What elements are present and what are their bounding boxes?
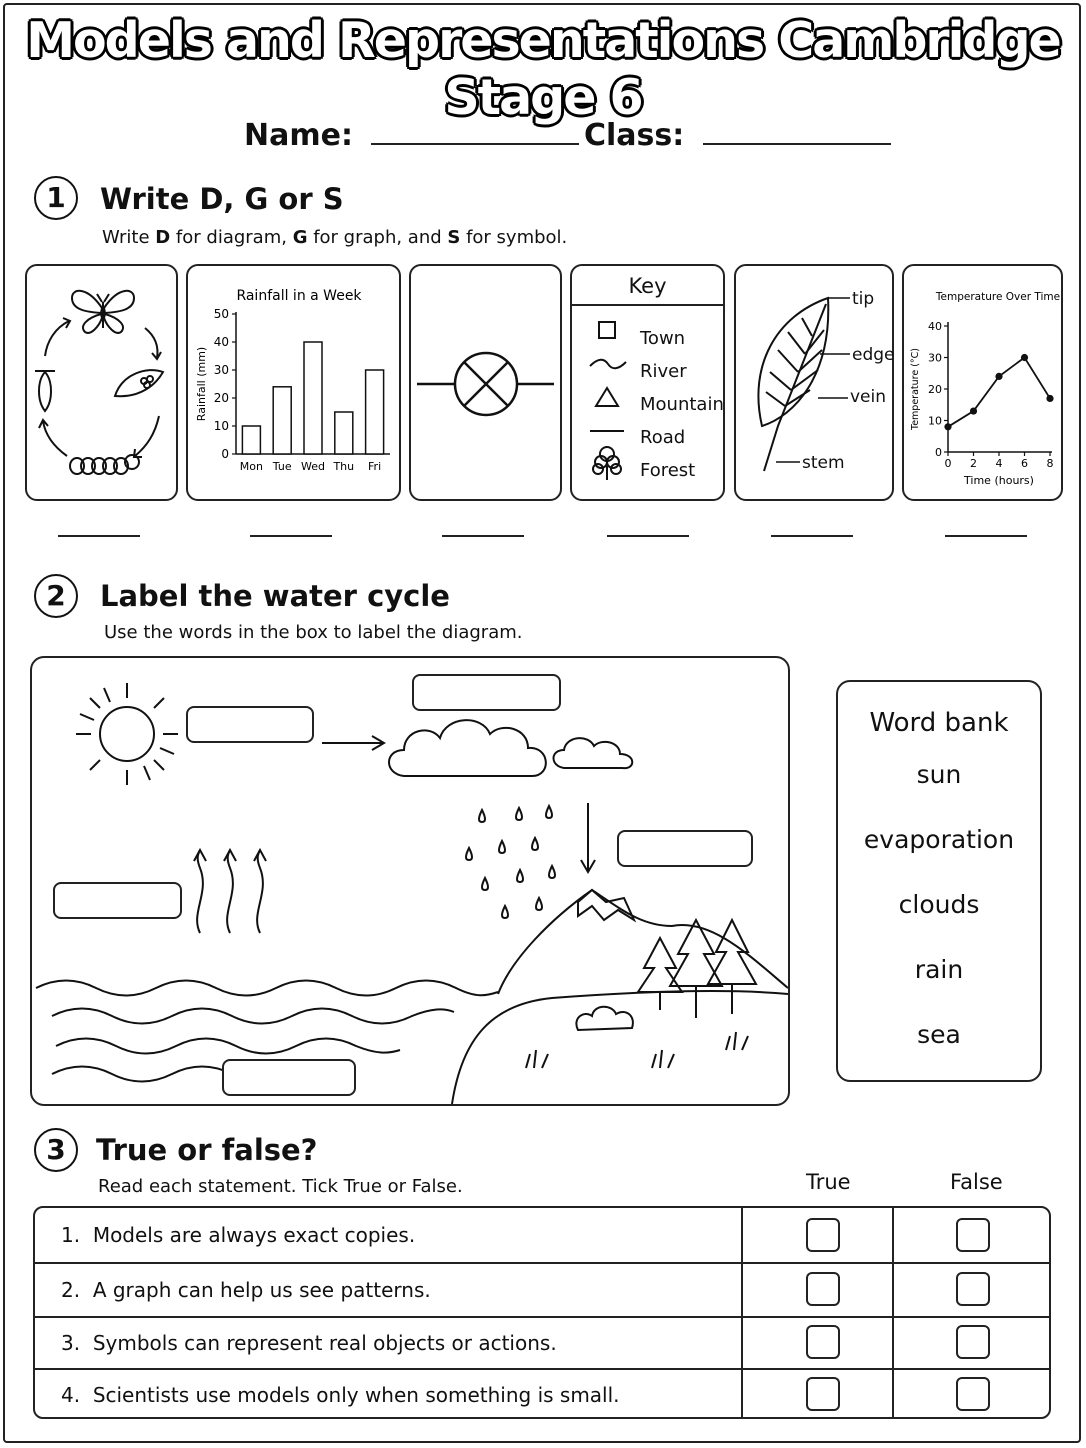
y-tick-label: 10 [928,414,942,428]
answer-line-4[interactable] [607,534,689,537]
wave-icon [590,360,626,369]
answer-line-1[interactable] [58,534,140,537]
true-checkbox-2[interactable] [806,1272,840,1306]
land-icon [452,991,788,1104]
false-checkbox-3[interactable] [956,1325,990,1359]
true-checkbox-3[interactable] [806,1325,840,1359]
y-axis-label: Temperature (°C) [910,348,921,430]
answer-line-5[interactable] [771,534,853,537]
card-line-graph [902,264,1063,501]
section-1-instruction: Write D for diagram, G for graph, and S for symbol. [102,227,568,248]
x-tick-label: Mon [239,460,264,473]
key-label-road: Road [640,427,686,448]
key-label-river: River [640,361,687,382]
bush-icon [576,1007,633,1030]
bar [273,387,291,454]
arrow-down-icon [581,803,595,872]
page-title: Models and Representations Cambridge Stage 6 [26,12,1060,126]
word-bank-word: rain [914,955,964,984]
key-label-forest: Forest [640,460,696,481]
false-column-header: False [950,1170,1003,1194]
lamp-symbol-icon [411,266,560,499]
x-axis-label: Time (hours) [964,474,1034,487]
arrow-right-icon [322,736,384,750]
class-row [584,118,891,153]
y-tick-label: 30 [213,363,229,377]
small-cloud-icon [554,738,633,768]
answer-line-6[interactable] [945,534,1027,537]
leaf-label-tip: tip [852,289,875,309]
bar-chart [188,266,399,499]
leaf-label-vein: vein [850,387,887,407]
cycle-arrows-icon [39,318,161,457]
x-tick-label: 0 [944,457,952,470]
key-title: Key [628,274,667,298]
bar [335,412,353,454]
data-point [995,373,1002,380]
rain-drops-icon [466,806,555,918]
name-field[interactable] [371,142,579,145]
statement-1: 1. Models are always exact copies. [61,1223,416,1247]
bar [242,426,260,454]
y-tick-label: 0 [935,446,942,459]
chrysalis-icon [35,371,55,411]
sun-icon [76,683,178,785]
data-point [1021,354,1028,361]
data-point [944,423,951,430]
section-3-number: 3 [34,1128,78,1172]
section-2-instruction: Use the words in the box to label the diagram. [104,622,523,643]
key-label-mountain: Mountain [640,394,724,415]
y-tick-label: 50 [213,307,229,321]
y-axis-label: Rainfall (mm) [195,346,208,422]
chart-title: Rainfall in a Week [236,288,362,304]
water-cycle-diagram [30,656,790,1106]
x-tick-label: Wed [301,460,325,473]
answer-line-3[interactable] [442,534,524,537]
x-tick-label: 8 [1046,457,1054,470]
tree-icon [593,447,621,480]
y-tick-label: 0 [221,447,229,461]
answer-line-2[interactable] [250,534,332,537]
butterfly-icon [72,291,134,333]
evaporation-arrows-icon [194,850,266,933]
y-tick-label: 20 [213,391,229,405]
line-chart [904,266,1061,499]
name-label: Name: [244,118,353,153]
y-tick-label: 30 [928,351,942,365]
key-label-town: Town [640,328,686,349]
leaf-label-stem: stem [802,453,845,473]
cloud-icon [389,720,546,776]
card-bar-graph [186,264,401,501]
word-bank-word: evaporation [863,825,1015,854]
label-box-sun[interactable] [186,706,314,743]
section-3-heading: True or false? [96,1133,318,1167]
bar [304,342,322,454]
word-bank-word: clouds [898,890,980,919]
x-tick-label: 4 [995,457,1003,470]
true-false-table [33,1206,1051,1419]
x-tick-label: 6 [1021,457,1028,470]
x-tick-label: Fri [368,460,382,473]
caterpillar-icon [70,455,139,474]
key-labels [640,322,724,487]
word-bank-word: sun [916,760,962,789]
label-box-evaporation[interactable] [53,882,182,919]
word-bank-title: Word bank [869,708,1009,738]
pine-trees-icon [638,920,756,1018]
leaf-eggs-icon [115,370,163,396]
statement-2: 2. A graph can help us see patterns. [61,1278,431,1302]
statement-4: 4. Scientists use models only when something is small. [61,1383,620,1407]
label-box-rain[interactable] [617,830,753,867]
snow-cap-icon [578,890,634,920]
section-1-heading: Write D, G or S [100,182,344,216]
data-point [1046,395,1053,402]
section-1-number: 1 [34,176,78,220]
y-tick-label: 40 [928,320,942,333]
x-tick-label: Tue [272,460,292,473]
card-life-cycle [25,264,178,501]
class-label: Class: [584,118,685,153]
x-tick-label: 2 [970,457,977,470]
card-map-key [570,264,725,501]
table-row [35,1262,1049,1316]
section-2-number: 2 [34,574,78,618]
true-checkbox-1[interactable] [806,1218,840,1252]
leaf-label-edge: edge [852,345,895,365]
section-3-instruction: Read each statement. Tick True or False. [98,1176,463,1197]
bar [366,370,384,454]
name-row [244,118,579,153]
x-tick-label: Thu [333,460,355,473]
section-2-heading: Label the water cycle [100,579,450,613]
table-row [35,1208,1049,1262]
statement-3: 3. Symbols can represent real objects or actions. [61,1331,557,1355]
word-bank-word: sea [917,1020,961,1049]
true-column-header: True [806,1170,851,1194]
true-checkbox-4[interactable] [806,1377,840,1411]
label-box-sea[interactable] [222,1059,356,1096]
word-bank [836,680,1042,1082]
water-cycle-scene [32,658,788,1104]
triangle-icon [596,388,618,406]
square-icon [599,322,615,338]
card-lamp-symbol [409,264,562,501]
class-field[interactable] [703,142,891,145]
label-box-clouds[interactable] [412,674,561,711]
y-tick-label: 10 [213,419,229,433]
grass-icon [526,1032,748,1068]
y-tick-label: 20 [928,383,942,396]
y-tick-label: 40 [213,335,229,349]
false-checkbox-2[interactable] [956,1272,990,1306]
chart-title: Temperature Over Time [935,291,1061,303]
life-cycle-diagram [27,266,176,499]
false-checkbox-1[interactable] [956,1218,990,1252]
series-line [948,358,1050,427]
table-row [35,1316,1049,1368]
leaf-icon [758,298,828,471]
card-leaf-diagram [734,264,894,501]
data-point [970,407,977,414]
false-checkbox-4[interactable] [956,1377,990,1411]
table-row [35,1368,1049,1419]
